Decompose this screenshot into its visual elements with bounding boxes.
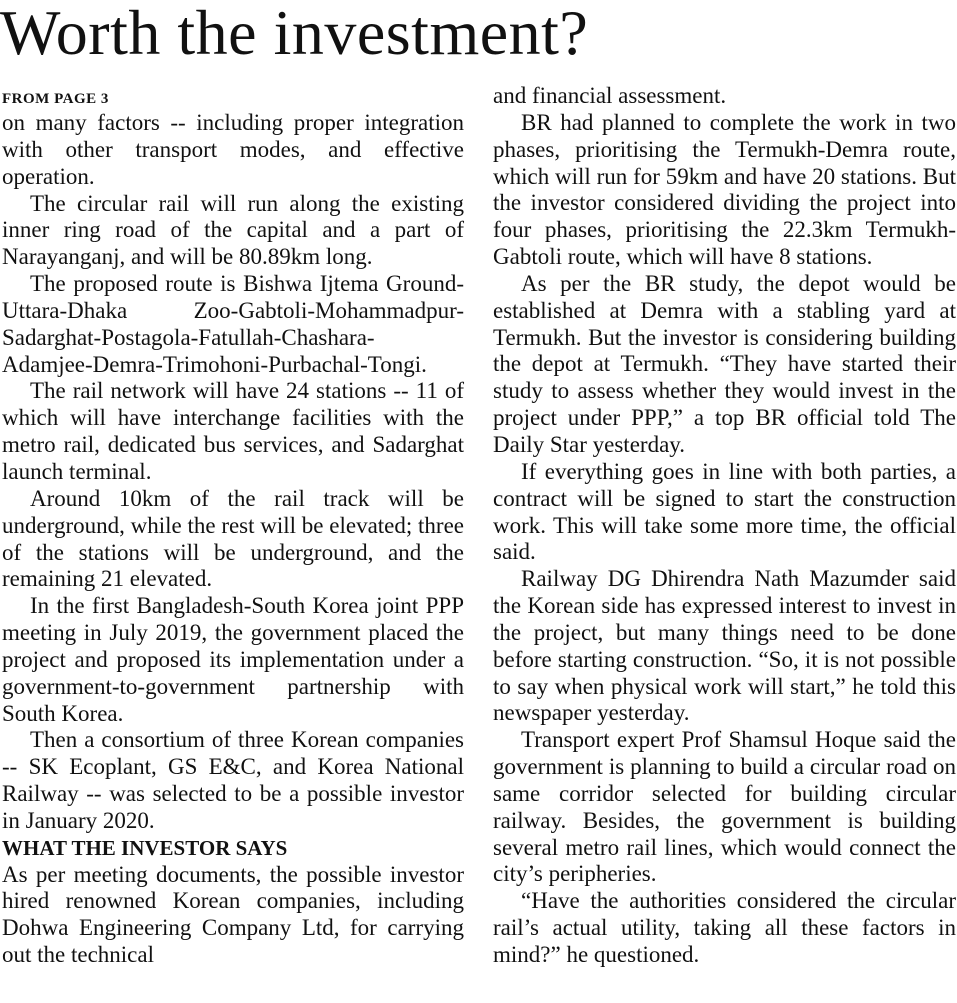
paragraph: As per meeting documents, the possible investor hired renowned Korean companies, including Dohwa Engineering Company Ltd, for carrying out the technical (2, 861, 464, 968)
headline: Worth the investment? (0, 0, 589, 68)
right-column (493, 83, 956, 969)
paragraph: If everything goes in line with both parties, a contract will be signed to start the construction work. This will take some more time, the official said. (493, 458, 956, 565)
subhead: WHAT THE INVESTOR SAYS (2, 835, 288, 860)
paragraph: Then a consortium of three Korean companies -- SK Ecoplant, GS E&C, and Korea National Railway -- was selected to be a possible investor in January 2020. (2, 727, 464, 833)
left-column (2, 88, 464, 969)
paragraph: The rail network will have 24 stations -- 11 of which will have interchange facilities with the metro rail, dedicated bus services, and Sadarghat launch terminal. (2, 378, 464, 484)
paragraph: As per the BR study, the depot would be established at Demra with a stabling yard at Termukh. But the investor is considering building the depot at Termukh. “They have started their study to assess whether they would invest in the project under PPP,” a top BR official told The Daily Star yesterday. (493, 270, 956, 457)
paragraph: BR had planned to complete the work in two phases, prioritising the Termukh-Demra route, which will run for 59km and have 20 stations. But the investor considered dividing the project into four phases, prioritising the 22.3km Termukh-Gabtoli route, which will have 8 stations. (493, 109, 956, 270)
paragraph: The proposed route is Bishwa Ijtema Ground-Uttara-Dhaka Zoo-Gabtoli-Mohammadpur-Sadarghat-Postagola-Fatullah-Chashara-Adamjee-Demra-Trimohoni-Purbachal-Tongi. (2, 271, 464, 377)
paragraph: In the first Bangladesh-South Korea joint PPP meeting in July 2019, the government placed the project and proposed its implementation under a government-to-government partnership with South Korea. (2, 593, 464, 726)
paragraph: Transport expert Prof Shamsul Hoque said the government is planning to build a circular road on same corridor selected for building circular railway. Besides, the government is building several metro rail lines, which would connect the city’s peripheries. (493, 727, 956, 887)
paragraph: Around 10km of the rail track will be underground, while the rest will be elevated; three of the stations will be underground, and the remaining 21 elevated. (2, 485, 464, 592)
paragraph: on many factors -- including proper integration with other transport modes, and effective operation. (2, 110, 464, 189)
paragraph: “Have the authorities considered the circular rail’s actual utility, taking all these factors in mind?” he questioned. (493, 888, 956, 967)
paragraph: Railway DG Dhirendra Nath Mazumder said the Korean side has expressed interest to invest in the project, but many things need to be done before starting construction. “So, it is not possible to say when physical work will start,” he told this newspaper yesterday. (493, 566, 956, 726)
continuation-kicker: FROM PAGE 3 (2, 91, 109, 107)
paragraph: and financial assessment. (493, 83, 727, 108)
paragraph: The circular rail will run along the existing inner ring road of the capital and a part of Narayanganj, and will be 80.89km long. (2, 190, 464, 270)
